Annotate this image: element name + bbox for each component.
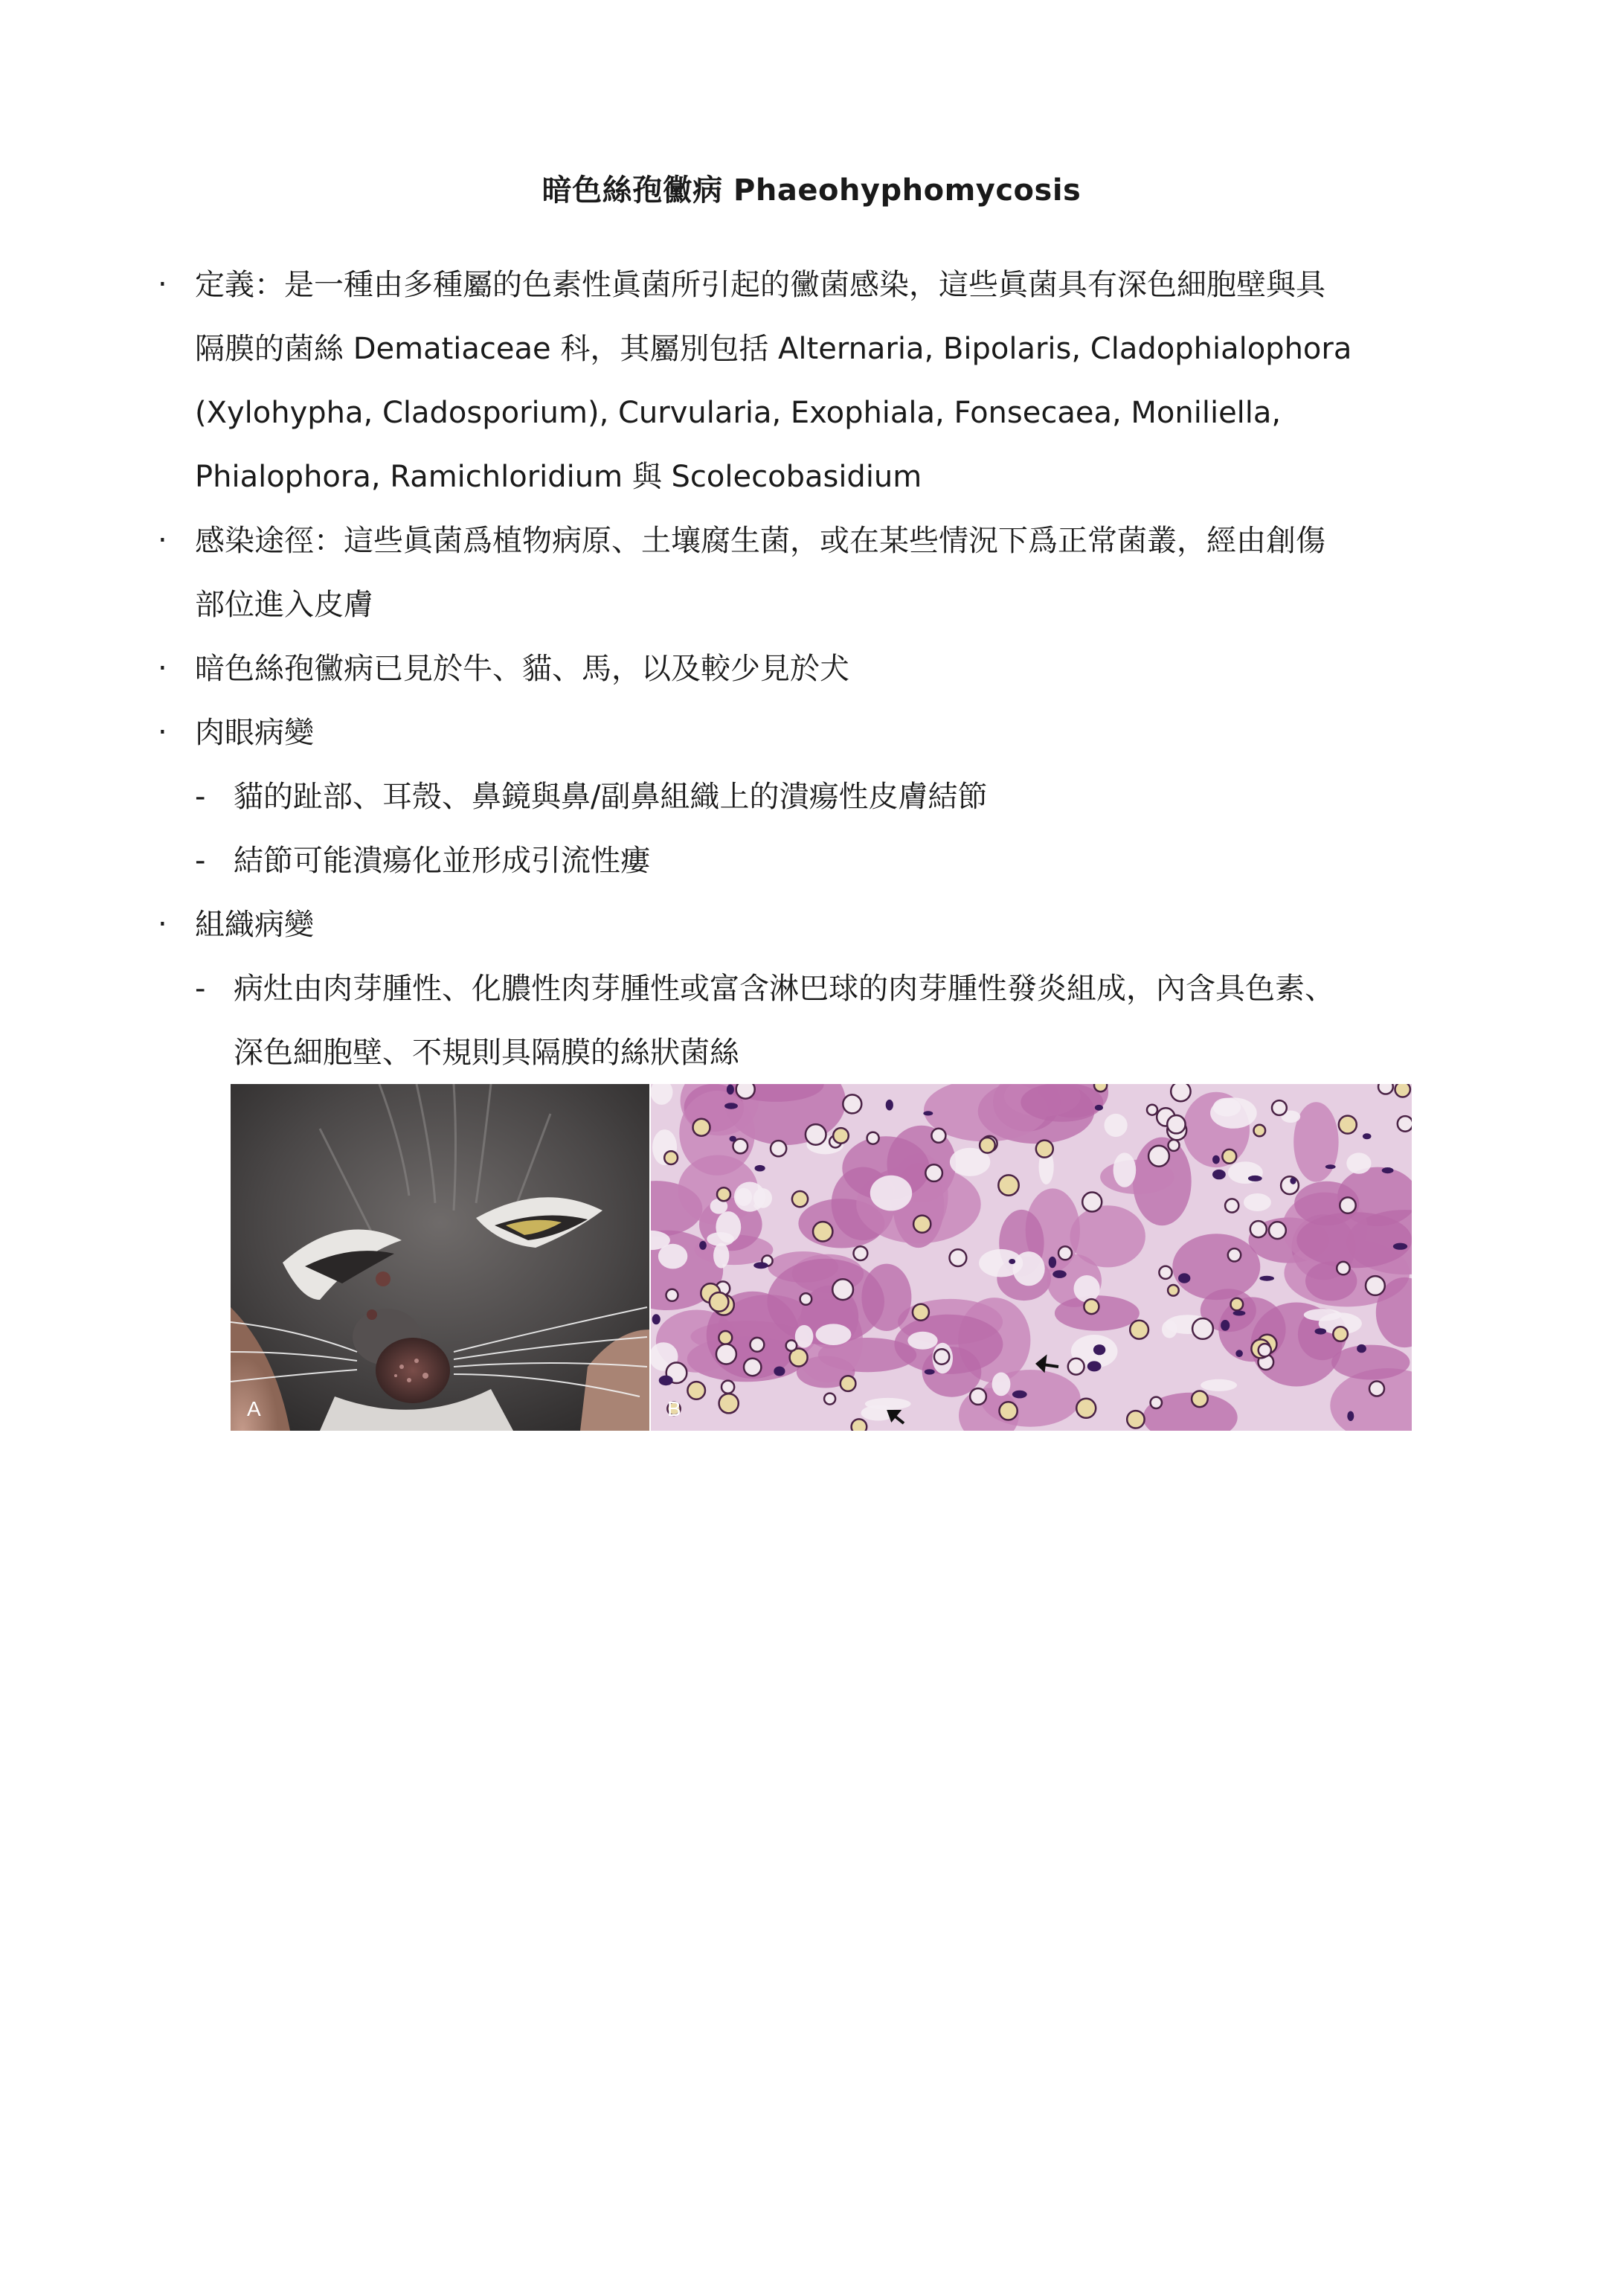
panel-a-label: A	[247, 1397, 261, 1420]
sub-item-text-line: 結節可能潰瘍化並形成引流性瘻	[234, 844, 650, 878]
panel-b-label: B	[667, 1397, 681, 1420]
bullet-text-line: 暗色絲孢黴病已見於牛、貓、馬，以及較少見於犬	[195, 652, 849, 686]
bullet-mark: ‧	[158, 716, 167, 750]
bullet-item	[158, 637, 1467, 701]
sub-item-text-line: 深色細胞壁、不規則具隔膜的絲狀菌絲	[234, 1036, 739, 1070]
histology-micrograph	[651, 1084, 1412, 1431]
bullet-text-line: 組織病變	[195, 908, 314, 942]
bullet-text-line: Phialophora, Ramichloridium 與 Scolecobasidium	[195, 460, 922, 494]
bullet-item	[158, 509, 1467, 637]
sub-item	[158, 829, 1467, 893]
sub-item-dash: -	[195, 972, 206, 1006]
bullet-item	[158, 893, 1467, 957]
figure	[231, 1084, 1412, 1431]
page-title: 暗色絲孢黴病 Phaeohyphomycosis	[541, 173, 1082, 208]
bullet-item	[158, 253, 1467, 509]
cat-face-photo	[231, 1084, 649, 1431]
bullet-text-line: (Xylohypha, Cladosporium), Curvularia, Exophiala, Fonsecaea, Moniliella,	[195, 396, 1282, 430]
bullet-text-line: 部位進入皮膚	[195, 588, 373, 622]
cat-face-image	[231, 1084, 649, 1431]
sub-item-text-line: 病灶由肉芽腫性、化膿性肉芽腫性或富含淋巴球的肉芽腫性發炎組成，內含具色素、	[234, 972, 1334, 1006]
sub-item-dash: -	[195, 780, 206, 814]
bullet-mark: ‧	[158, 908, 167, 942]
bullet-text-line: 肉眼病變	[195, 716, 314, 750]
histology-image	[651, 1084, 1412, 1431]
bullet-text-line: 感染途徑：這些眞菌爲植物病原、土壤腐生菌，或在某些情況下爲正常菌叢，經由創傷	[195, 524, 1325, 558]
bullet-list	[158, 253, 1467, 1085]
bullet-mark: ‧	[158, 524, 167, 558]
sub-item	[158, 957, 1467, 1085]
bullet-mark: ‧	[158, 268, 167, 302]
sub-item	[158, 765, 1467, 829]
bullet-text-line: 隔膜的菌絲 Dematiaceae 科，其屬別包括 Alternaria, Bipolaris, Cladophialophora	[195, 332, 1352, 366]
bullet-item	[158, 701, 1467, 765]
sub-item-text-line: 貓的趾部、耳殼、鼻鏡與鼻/副鼻組織上的潰瘍性皮膚結節	[234, 780, 988, 814]
sub-item-dash: -	[195, 844, 206, 878]
bullet-text-line: 定義：是一種由多種屬的色素性眞菌所引起的黴菌感染，這些眞菌具有深色細胞壁與具	[195, 268, 1325, 302]
bullet-mark: ‧	[158, 652, 167, 686]
